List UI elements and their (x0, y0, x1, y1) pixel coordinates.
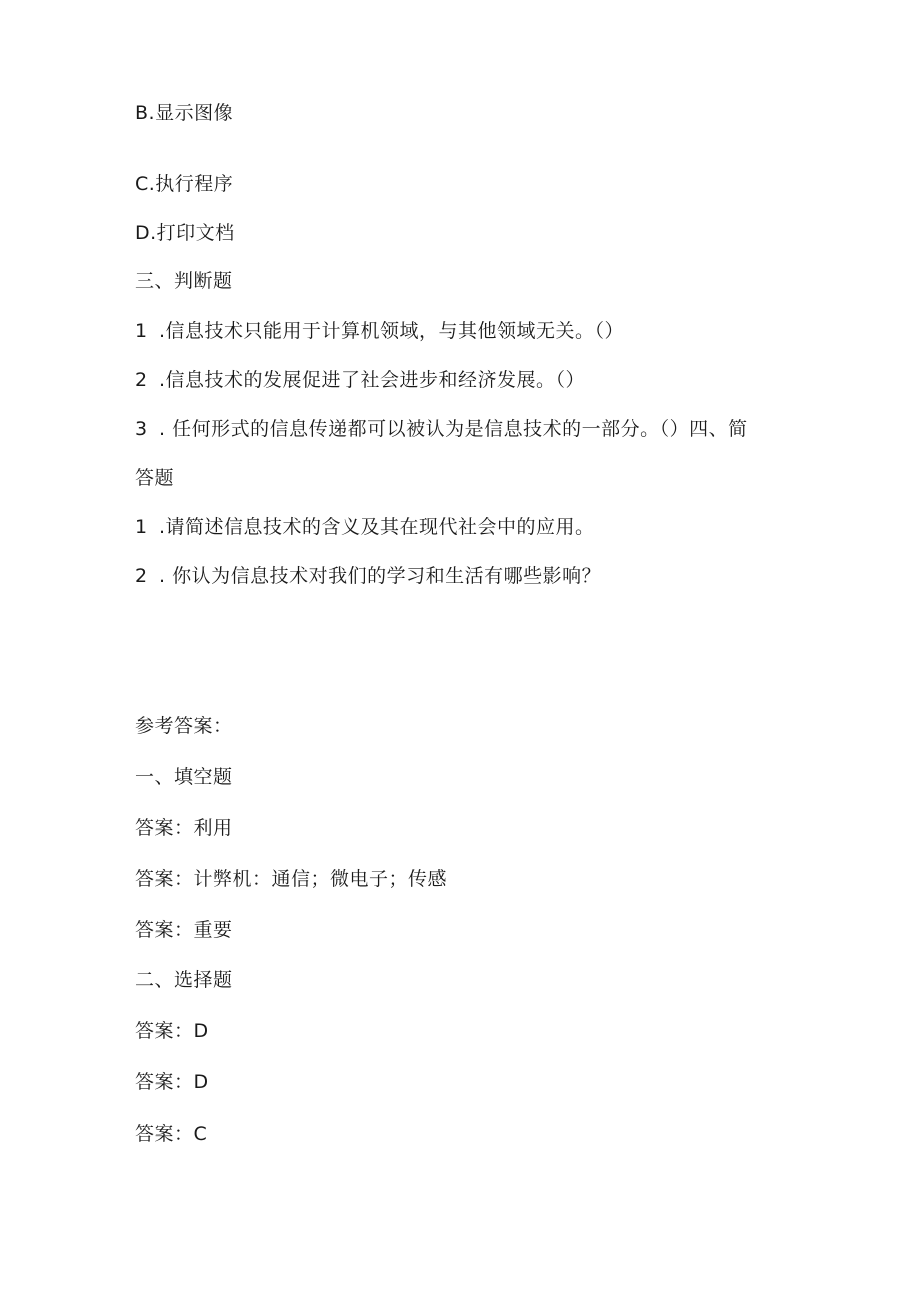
item-text: . 你认为信息技术对我们的学习和生活有哪些影响？ (159, 565, 602, 587)
choice-answer-2: 答案：D (135, 1071, 209, 1093)
fill-blank-heading: 一、填空题 (135, 766, 233, 788)
fill-answer-3: 答案：重要 (135, 919, 233, 941)
answers-title: 参考答案： (135, 715, 233, 737)
choice-answer-1: 答案：D (135, 1020, 209, 1042)
judgment-item-1 (135, 318, 624, 344)
item-text: .信息技术的发展促进了社会进步和经济发展。（） (159, 369, 586, 391)
choice-heading: 二、选择题 (135, 969, 233, 991)
choice-answer-3: 答案：C (135, 1123, 208, 1145)
short-answer-heading-wrap: 答题 (135, 467, 175, 489)
judgment-heading: 三、判断题 (135, 270, 233, 292)
item-number: 1 (135, 320, 148, 342)
short-answer-item-1 (135, 514, 595, 540)
judgment-item-2 (135, 367, 585, 393)
choice-option-b: B.显示图像 (135, 102, 234, 124)
item-number: 2 (135, 565, 148, 587)
fill-answer-2: 答案：计弊机：通信；微电子；传感 (135, 868, 448, 890)
short-answer-item-2 (135, 563, 601, 589)
item-text: .请简述信息技术的含义及其在现代社会中的应用。 (159, 516, 595, 538)
choice-option-d: D.打印文档 (135, 222, 235, 244)
item-number: 2 (135, 369, 148, 391)
item-text: .信息技术只能用于计算机领域，与其他领域无关。（） (159, 320, 625, 342)
fill-answer-1: 答案：利用 (135, 817, 233, 839)
item-number: 1 (135, 516, 148, 538)
item-text: . 任何形式的信息传递都可以被认为是信息技术的一部分。（）四、简 (159, 418, 748, 440)
judgment-item-3 (135, 416, 748, 442)
choice-option-c: C.执行程序 (135, 173, 234, 195)
item-number: 3 (135, 418, 148, 440)
